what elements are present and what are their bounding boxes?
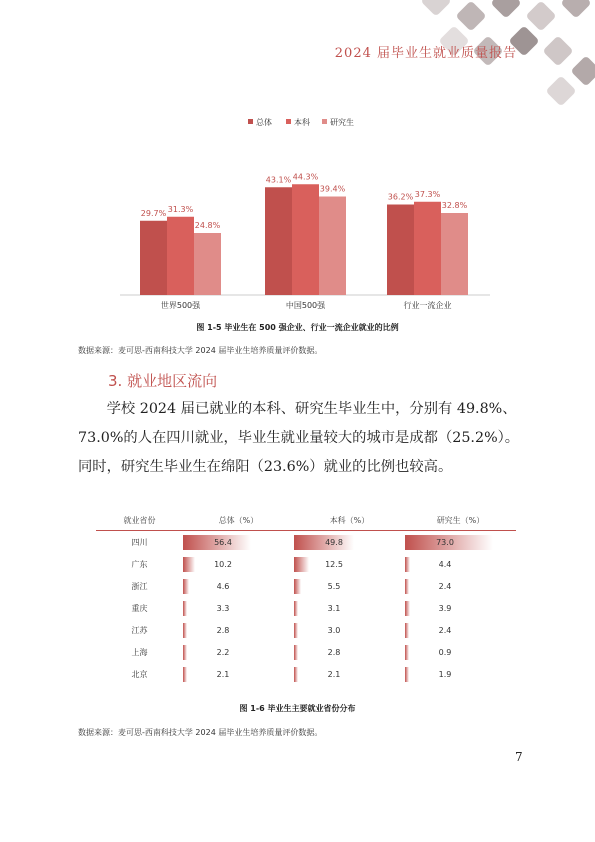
legend-label-0: 总体 bbox=[256, 118, 272, 127]
bar-0-1 bbox=[167, 217, 194, 295]
data-label-2-0: 36.2% bbox=[387, 192, 414, 202]
undergrad-value: 2.8 bbox=[327, 648, 341, 657]
bar-2-2 bbox=[441, 213, 468, 295]
table-row bbox=[96, 597, 516, 619]
province-cell: 北京 bbox=[131, 669, 148, 679]
graduate-value: 3.9 bbox=[438, 604, 452, 613]
figure-1-5-caption: 图 1-5 毕业生在 500 强企业、行业一流企业就业的比例 bbox=[196, 323, 399, 332]
province-cell: 四川 bbox=[131, 537, 148, 547]
header-graduate: 研究生（%） bbox=[405, 510, 516, 531]
data-label-0-1: 31.3% bbox=[167, 204, 194, 214]
total-cell bbox=[183, 597, 294, 619]
undergrad-cell bbox=[294, 641, 405, 663]
province-cell: 广东 bbox=[131, 559, 148, 569]
undergrad-cell bbox=[294, 553, 405, 575]
total-cell bbox=[183, 663, 294, 685]
bar-0-0 bbox=[140, 221, 167, 295]
undergrad-value: 49.8 bbox=[325, 538, 343, 547]
legend-swatch-0 bbox=[248, 119, 253, 124]
graduate-cell bbox=[405, 553, 516, 575]
category-label-2: 行业一流企业 bbox=[403, 301, 452, 310]
undergrad-cell bbox=[294, 619, 405, 641]
undergrad-value: 3.1 bbox=[327, 604, 341, 613]
section-paragraph: 学校 2024 届已就业的本科、研究生毕业生中，分别有 49.8%、73.0%的人在四川就业，毕业生就业量较大的城市是成都（25.2%）。同时，研究生毕业生在绵阳（23.6%）就业的比例也较高。 bbox=[78, 401, 520, 475]
undergrad-value: 12.5 bbox=[325, 560, 343, 569]
data-label-2-1: 37.3% bbox=[414, 189, 441, 199]
category-label-0: 世界500强 bbox=[160, 301, 201, 310]
data-label-1-1: 44.3% bbox=[292, 172, 319, 182]
graduate-cell bbox=[405, 575, 516, 597]
province-cell: 江苏 bbox=[131, 625, 148, 635]
province-table bbox=[96, 510, 516, 685]
table-row bbox=[96, 619, 516, 641]
province-cell: 重庆 bbox=[131, 603, 148, 613]
header-province: 就业省份 bbox=[96, 510, 183, 531]
province-cell: 浙江 bbox=[131, 581, 148, 591]
undergrad-cell bbox=[294, 663, 405, 685]
page-number: 7 bbox=[515, 750, 523, 764]
total-value: 2.1 bbox=[216, 670, 230, 679]
graduate-value: 1.9 bbox=[438, 670, 452, 679]
total-cell bbox=[183, 619, 294, 641]
undergrad-cell bbox=[294, 597, 405, 619]
legend-label-2: 研究生 bbox=[330, 118, 354, 127]
graduate-cell bbox=[405, 597, 516, 619]
bar-1-2 bbox=[319, 197, 346, 296]
graduate-cell bbox=[405, 531, 516, 554]
total-cell bbox=[183, 575, 294, 597]
bar-0-2 bbox=[194, 233, 221, 295]
data-label-1-2: 39.4% bbox=[319, 184, 346, 194]
total-cell bbox=[183, 553, 294, 575]
header-title: 2024 届毕业生就业质量报告 bbox=[334, 46, 517, 61]
graduate-value: 73.0 bbox=[436, 538, 454, 547]
undergrad-value: 3.0 bbox=[327, 626, 341, 635]
table-row bbox=[96, 553, 516, 575]
total-cell bbox=[183, 531, 294, 554]
undergrad-cell bbox=[294, 575, 405, 597]
graduate-value: 4.4 bbox=[438, 560, 452, 569]
bar-2-1 bbox=[414, 202, 441, 295]
legend-swatch-2 bbox=[322, 119, 327, 124]
total-value: 2.8 bbox=[216, 626, 230, 635]
graduate-value: 2.4 bbox=[438, 582, 452, 591]
undergrad-value: 5.5 bbox=[327, 582, 341, 591]
graduate-value: 2.4 bbox=[438, 626, 452, 635]
total-value: 10.2 bbox=[214, 560, 232, 569]
graduate-cell bbox=[405, 663, 516, 685]
table-row bbox=[96, 575, 516, 597]
table-row bbox=[96, 531, 516, 554]
employer-bar-chart bbox=[100, 110, 500, 310]
figure-1-6-source: 数据来源：麦可思-西南科技大学 2024 届毕业生培养质量评价数据。 bbox=[78, 728, 323, 737]
header-undergrad: 本科（%） bbox=[294, 510, 405, 531]
table-row bbox=[96, 663, 516, 685]
section-heading: 3. 就业地区流向 bbox=[108, 372, 218, 390]
data-label-1-0: 43.1% bbox=[265, 175, 292, 185]
total-value: 4.6 bbox=[216, 582, 230, 591]
province-cell: 上海 bbox=[131, 647, 148, 657]
graduate-cell bbox=[405, 641, 516, 663]
legend-swatch-1 bbox=[286, 119, 291, 124]
figure-1-5-source: 数据来源：麦可思-西南科技大学 2024 届毕业生培养质量评价数据。 bbox=[78, 346, 323, 355]
bar-1-0 bbox=[265, 187, 292, 295]
total-value: 2.2 bbox=[216, 648, 230, 657]
undergrad-value: 2.1 bbox=[327, 670, 341, 679]
graduate-cell bbox=[405, 619, 516, 641]
data-label-0-2: 24.8% bbox=[194, 221, 221, 230]
graduate-value: 0.9 bbox=[438, 648, 452, 657]
undergrad-cell bbox=[294, 531, 405, 554]
total-value: 3.3 bbox=[216, 604, 230, 613]
header-total: 总体（%） bbox=[183, 510, 294, 531]
bar-2-0 bbox=[387, 205, 414, 296]
figure-1-6-caption: 图 1-6 毕业生主要就业省份分布 bbox=[239, 704, 356, 713]
province-table-wrap bbox=[96, 510, 516, 685]
legend-label-1: 本科 bbox=[294, 118, 310, 127]
data-label-0-0: 29.7% bbox=[140, 208, 167, 218]
bar-1-1 bbox=[292, 184, 319, 295]
table-row bbox=[96, 641, 516, 663]
data-label-2-2: 32.8% bbox=[441, 201, 468, 210]
total-cell bbox=[183, 641, 294, 663]
total-value: 56.4 bbox=[214, 538, 232, 547]
category-label-1: 中国500强 bbox=[285, 301, 326, 310]
